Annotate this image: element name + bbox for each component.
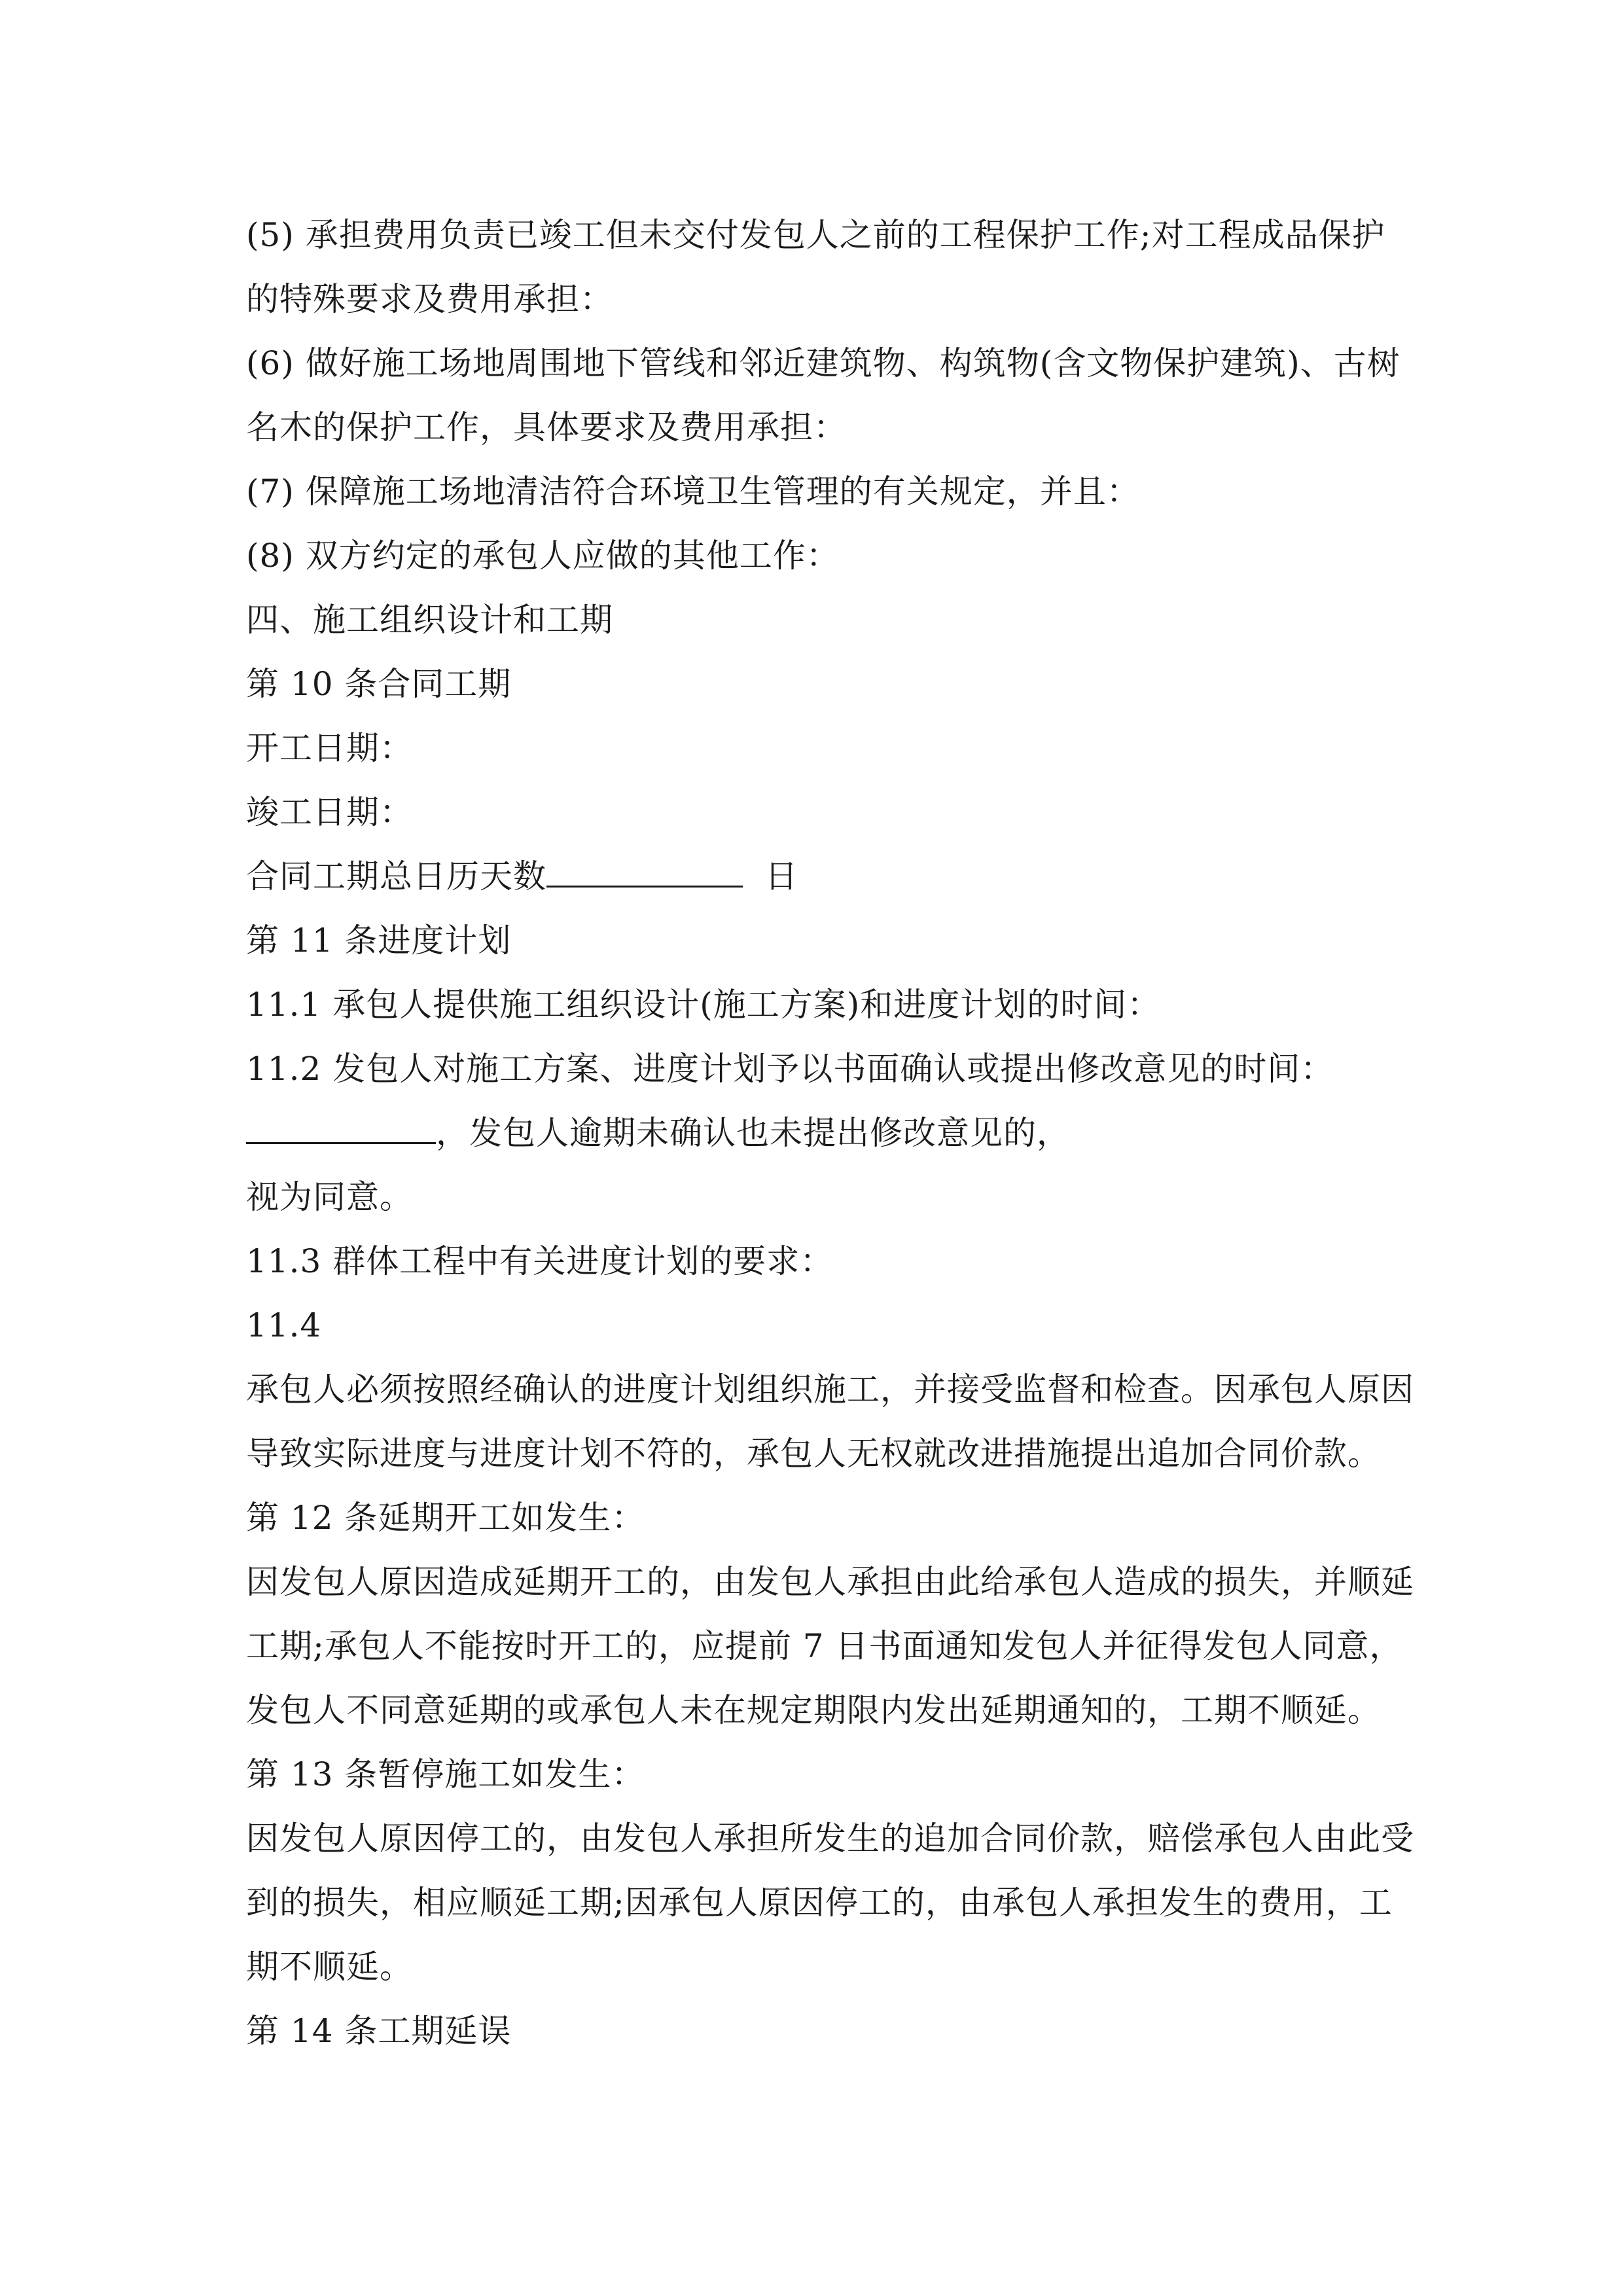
text-segment: 日 [764, 857, 798, 895]
text-line: 的特殊要求及费用承担： [246, 280, 613, 318]
text-line: 期不顺延。 [246, 1948, 413, 1986]
text-line: (7) 保障施工场地清洁符合环境卫生管理的有关规定，并且： [246, 473, 1140, 511]
text-line: 11.3 群体工程中有关进度计划的要求： [246, 1242, 834, 1280]
text-line: 11.2 发包人对施工方案、进度计划予以书面确认或提出修改意见的时间： [246, 1050, 1334, 1088]
article-heading: 第 14 条工期延误 [246, 2012, 512, 2050]
text-line: 发包人不同意延期的或承包人未在规定期限内发出延期通知的，工期不顺延。 [246, 1691, 1381, 1729]
text-segment: 合同工期总日历天数 [246, 857, 546, 895]
text-line: 竣工日期： [246, 793, 413, 831]
text-line-with-blank [246, 1101, 1378, 1165]
article-heading: 第 10 条合同工期 [246, 665, 512, 703]
text-line: 到的损失，相应顺延工期;因承包人原因停工的，由承包人承担发生的费用，工 [246, 1884, 1393, 1922]
text-segment: ，发包人逾期未确认也未提出修改意见的， [436, 1114, 1070, 1152]
text-line: 工期;承包人不能按时开工的，应提前 7 日书面通知发包人并征得发包人同意， [246, 1627, 1403, 1665]
text-line: 因发包人原因造成延期开工的，由发包人承担由此给承包人造成的损失，并顺延 [246, 1563, 1414, 1601]
text-line: (6) 做好施工场地周围地下管线和邻近建筑物、构筑物(含文物保护建筑)、古树 [246, 344, 1400, 382]
text-line: (5) 承担费用负责已竣工但未交付发包人之前的工程保护工作;对工程成品保护 [246, 216, 1385, 254]
document-body [246, 203, 1414, 2063]
text-line: 11.1 承包人提供施工组织设计(施工方案)和进度计划的时间： [246, 986, 1161, 1024]
text-line-with-blank [246, 844, 1378, 908]
text-line: 承包人必须按照经确认的进度计划组织施工，并接受监督和检查。因承包人原因 [246, 1371, 1414, 1408]
text-line: 因发包人原因停工的，由发包人承担所发生的追加合同价款，赔偿承包人由此受 [246, 1820, 1414, 1857]
text-line: 导致实际进度与进度计划不符的，承包人无权就改进措施提出追加合同价款。 [246, 1435, 1381, 1473]
fill-in-blank [546, 846, 743, 888]
article-heading: 第 13 条暂停施工如发生： [246, 1755, 645, 1793]
article-heading: 第 11 条进度计划 [246, 922, 512, 960]
text-line: 11.4 [246, 1306, 322, 1344]
article-heading: 第 12 条延期开工如发生： [246, 1499, 645, 1537]
section-heading: 四、施工组织设计和工期 [246, 601, 613, 639]
text-line: (8) 双方约定的承包人应做的其他工作： [246, 537, 840, 575]
text-line: 开工日期： [246, 729, 413, 767]
text-line: 视为同意。 [246, 1178, 413, 1216]
text-line: 名木的保护工作，具体要求及费用承担： [246, 408, 847, 446]
fill-in-blank [246, 1103, 436, 1144]
